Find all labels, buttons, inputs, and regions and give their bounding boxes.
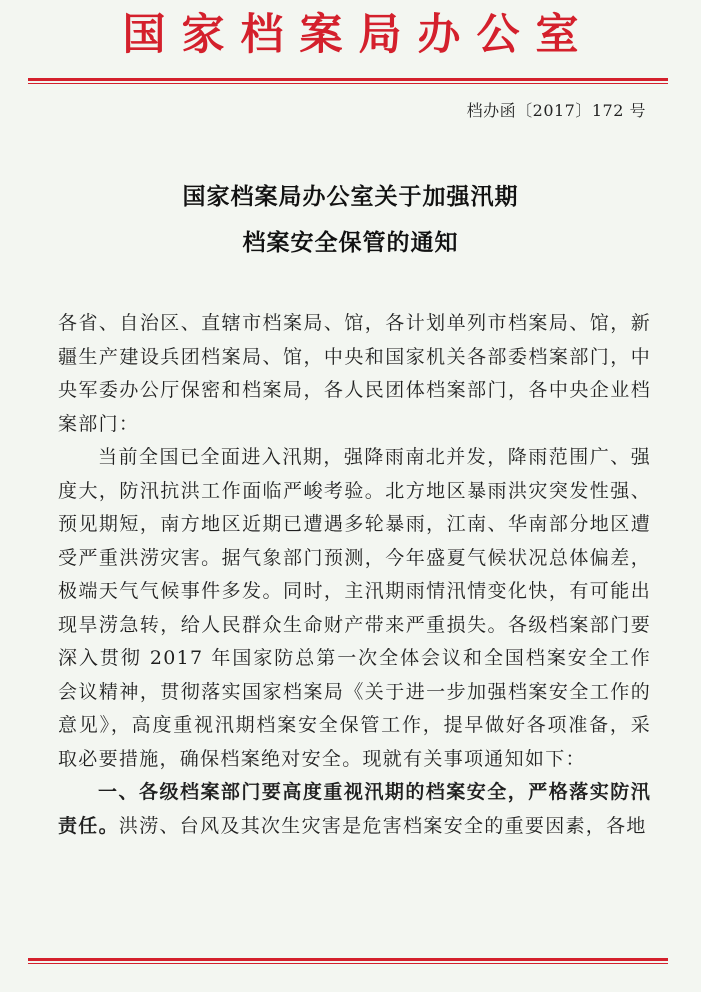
document-number: 档办函〔2017〕172 号 [466, 101, 646, 120]
document-title-line2: 档案安全保管的通知 [242, 229, 459, 256]
document-title-line1: 国家档案局办公室关于加强汛期 [182, 183, 519, 210]
letterhead-rule-thick [28, 78, 668, 81]
section-1-text: 洪涝、台风及其次生灾害是危害档案安全的重要因素，各地 [118, 814, 647, 837]
intro-paragraph: 当前全国已全面进入汛期，强降雨南北并发，降雨范围广、强度大，防汛抗洪工作面临严峻考验。北方地区暴雨洪灾突发性强、预见期短，南方地区近期已遭遇多轮暴雨，江南、华南部分地区遭受严重洪涝灾害。据气象部门预测，今年盛夏气候状况总体偏差，极端天气气候事件多发。同时，主汛期雨情汛情变化快，有可能出现旱涝急转，给人民群众生命财产带来严重损失。各级档案部门要深入贯彻 2017 年国家防总第一次全体会议和全国档案安全工作会议精神，贯彻落实国家档案局《关于进一步加强档案安全工作的意见》，高度重视汛期档案安全保管工作，提早做好各项准备，采取必要措施，确保档案绝对安全。现就有关事项通知如下： [58, 446, 651, 770]
footer-rule-thin [28, 963, 668, 964]
section-1-heading: 一、各级档案部门要高度重视汛期的档案安全，严格落实防汛责任。 [58, 781, 651, 837]
letterhead-title: 国家档案局办公室 [122, 10, 595, 60]
section-1-paragraph [58, 776, 651, 843]
footer-rule-thick [28, 958, 668, 961]
letterhead-rule-thin [28, 83, 668, 84]
recipients-paragraph: 各省、自治区、直辖市档案局、馆，各计划单列市档案局、馆，新疆生产建设兵团档案局、馆，中央和国家机关各部委档案部门，中央军委办公厅保密和档案局，各人民团体档案部门，各中央企业档案部门： [58, 312, 651, 435]
document-body [58, 307, 651, 843]
